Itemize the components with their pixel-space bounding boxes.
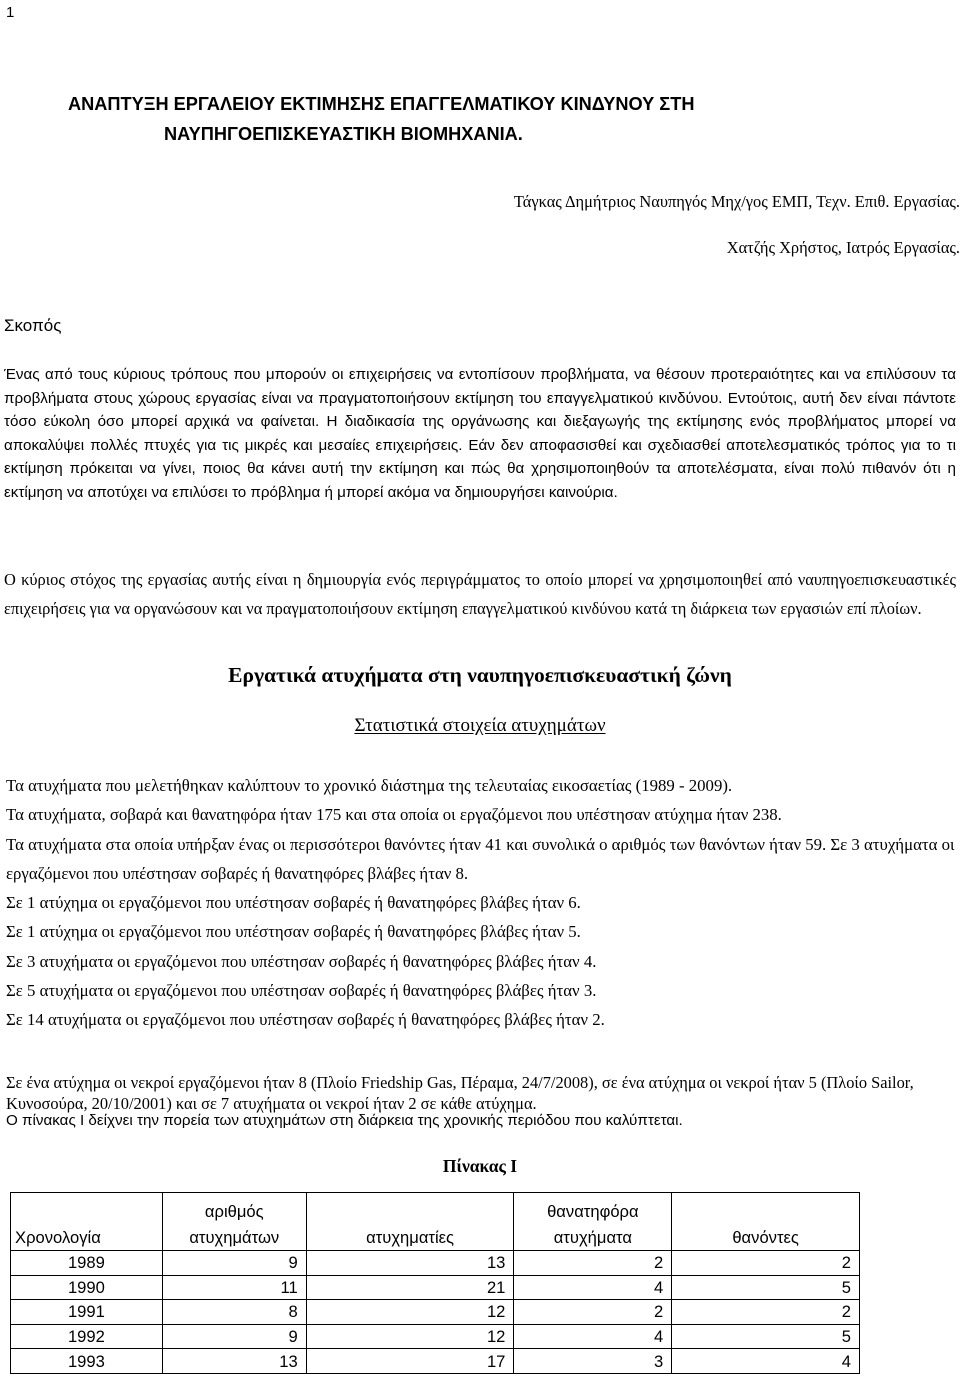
section-heading-accidents: Εργατικά ατυχήματα στη ναυπηγοεπισκευαστική ζώνη: [228, 663, 732, 687]
stats-line: Σε 1 ατύχημα οι εργαζόμενοι που υπέστησαν σοβαρές ή θανατηφόρες βλάβες ήταν 6.: [6, 893, 581, 913]
cell-deceased: 5: [672, 1275, 860, 1300]
cell-deceased: 4: [672, 1349, 860, 1374]
cell-fatal: 2: [514, 1300, 672, 1325]
header-year: Χρονολογία: [11, 1193, 163, 1251]
table-row: [11, 1275, 860, 1300]
cell-accidents: 11: [162, 1275, 306, 1300]
cell-deceased: 2: [672, 1300, 860, 1325]
cell-fatal: 4: [514, 1324, 672, 1349]
stats-line: Τα ατυχήματα που μελετήθηκαν καλύπτουν το χρονικό διάστημα της τελευταίας εικοσαετίας (1989 - 2009).: [6, 776, 733, 795]
cell-accidents: 8: [162, 1300, 306, 1325]
stats-line: Σε 1 ατύχημα οι εργαζόμενοι που υπέστησαν σοβαρές ή θανατηφόρες βλάβες ήταν 5.: [6, 922, 581, 942]
cell-accidents: 9: [162, 1324, 306, 1349]
title-line-2: ΝΑΥΠΗΓΟΕΠΙΣΚΕΥΑΣΤΙΚΗ ΒΙΟΜΗΧΑΝΙΑ.: [164, 124, 523, 144]
document-title: [68, 89, 694, 149]
stats-line: Τα ατυχήματα, σοβαρά και θανατηφόρα ήταν 175 και στα οποία οι εργαζόμενοι που υπέστησαν ατύχημα ήταν 238.: [6, 805, 782, 825]
cell-deceased: 2: [672, 1251, 860, 1276]
cell-year: 1990: [11, 1275, 163, 1300]
stats-line: Σε 14 ατυχήματα οι εργαζόμενοι που υπέστησαν σοβαρές ή θανατηφόρες βλάβες ήταν 2.: [6, 1010, 605, 1030]
table-intro: Ο πίνακας Ι δείχνει την πορεία των ατυχημάτων στη διάρκεια της χρονικής περιόδου που καλύπτεται.: [6, 1112, 683, 1129]
author-2: Χατζής Χρήστος, Ιατρός Εργασίας.: [726, 238, 960, 257]
title-line-1: ΑΝΑΠΤΥΞΗ ΕΡΓΑΛΕΙΟΥ ΕΚΤΙΜΗΣΗΣ ΕΠΑΓΓΕΛΜΑΤΙΚΟΥ ΚΙΝΔΥΝΟΥ ΣΤΗ: [68, 94, 695, 114]
cell-year: 1989: [11, 1251, 163, 1276]
header-injured: ατυχηματίες: [306, 1193, 514, 1251]
page-number: 1: [6, 4, 15, 21]
header-deceased: θανόντες: [672, 1193, 860, 1251]
goal-paragraph: Ο κύριος στόχος της εργασίας αυτής είναι η δημιουργία ενός περιγράμματος το οποίο μπορεί να χρησιμοποιηθεί από ναυπηγοεπισκευαστικές επιχειρήσεις για να οργανώσουν και να πραγματοποιήσουν εκτίμηση επαγγελματικού κινδύνου κατά τη διάρκεια των εργασιών επί πλοίων.: [4, 570, 956, 619]
table-row: [11, 1349, 860, 1374]
cell-injured: 17: [306, 1349, 514, 1374]
header-accidents-count: αριθμός ατυχημάτων: [162, 1193, 306, 1251]
cell-year: 1991: [11, 1300, 163, 1325]
cell-year: 1992: [11, 1324, 163, 1349]
section-heading-statistics: Στατιστικά στοιχεία ατυχημάτων: [354, 715, 606, 736]
purpose-paragraph: Ένας από τους κύριους τρόπους που μπορούν οι επιχειρήσεις να εντοπίσουν προβλήματα, να θέσουν προτεραιότητες και να επιλύσουν τα προβλήματα στους χώρους εργασίας είναι να πραγματοποιήσουν εκτίμηση του επαγγελματικού κινδύνου. Εντούτοις, αυτή δεν είναι πάντοτε τόσο εύκολη όσο μπορεί αρχικά να φαίνεται. Η διαδικασία της οργάνωσης και διεξαγωγής της εκτίμησης ενός προβλήματος μπορεί να αποκαλύψει πολλές πτυχές για τις μικρές και μεσαίες επιχειρήσεις. Εάν δεν αποφασισθεί και σχεδιασθεί αποτελεσματικός τρόπος για το τι εκτίμηση πρόκειται να γίνει, ποιος θα κάνει αυτή την εκτίμηση και πώς θα χρησιμοποιηθούν τα αποτελέσματα, είναι πολύ πιθανόν ότι η εκτίμηση να αποτύχει να επιλύσει το πρόβλημα ή μπορεί ακόμα να δημιουργήσει καινούρια.: [4, 366, 956, 501]
stats-line: Σε 3 ατυχήματα οι εργαζόμενοι που υπέστησαν σοβαρές ή θανατηφόρες βλάβες ήταν 4.: [6, 951, 597, 971]
cell-fatal: 4: [514, 1275, 672, 1300]
cell-injured: 12: [306, 1300, 514, 1325]
cell-injured: 12: [306, 1324, 514, 1349]
stats-line: Σε 5 ατυχήματα οι εργαζόμενοι που υπέστησαν σοβαρές ή θανατηφόρες βλάβες ήταν 3.: [6, 981, 597, 1001]
cell-fatal: 2: [514, 1251, 672, 1276]
author-1: Τάγκας Δημήτριος Ναυπηγός Μηχ/γος ΕΜΠ, Τεχν. Επιθ. Εργασίας.: [513, 192, 960, 211]
deaths-paragraph: Σε ένα ατύχημα οι νεκροί εργαζόμενοι ήταν 8 (Πλοίο Friedship Gas, Πέραμα, 24/7/2008), σε ένα ατύχημα οι νεκροί ήταν 5 (Πλοίο Sailor, Κυνοσούρα, 20/10/2001) και σε 7 ατυχήματα οι νεκροί ήταν 2 σε κάθε ατύχημα.: [6, 1073, 914, 1113]
table-row: [11, 1300, 860, 1325]
statistics-block: [6, 771, 956, 1035]
accidents-table: [10, 1192, 860, 1374]
cell-injured: 21: [306, 1275, 514, 1300]
table-row: [11, 1324, 860, 1349]
cell-injured: 13: [306, 1251, 514, 1276]
cell-accidents: 9: [162, 1251, 306, 1276]
header-fatal-accidents: θανατηφόρα ατυχήματα: [514, 1193, 672, 1251]
stats-line: Τα ατυχήματα στα οποία υπήρξαν ένας οι περισσότεροι θανόντες ήταν 41 και συνολικά ο αριθμός των θανόντων ήταν 59. Σε 3 ατυχήματα οι εργαζόμενοι που υπέστησαν σοβαρές ή θανατηφόρες βλάβες ήταν 8.: [6, 834, 955, 883]
table-caption: Πίνακας Ι: [442, 1156, 518, 1176]
cell-accidents: 13: [162, 1349, 306, 1374]
section-heading-purpose: Σκοπός: [4, 316, 62, 335]
cell-fatal: 3: [514, 1349, 672, 1374]
cell-year: 1993: [11, 1349, 163, 1374]
table-header-row: [11, 1193, 860, 1251]
table-row: [11, 1251, 860, 1276]
cell-deceased: 5: [672, 1324, 860, 1349]
